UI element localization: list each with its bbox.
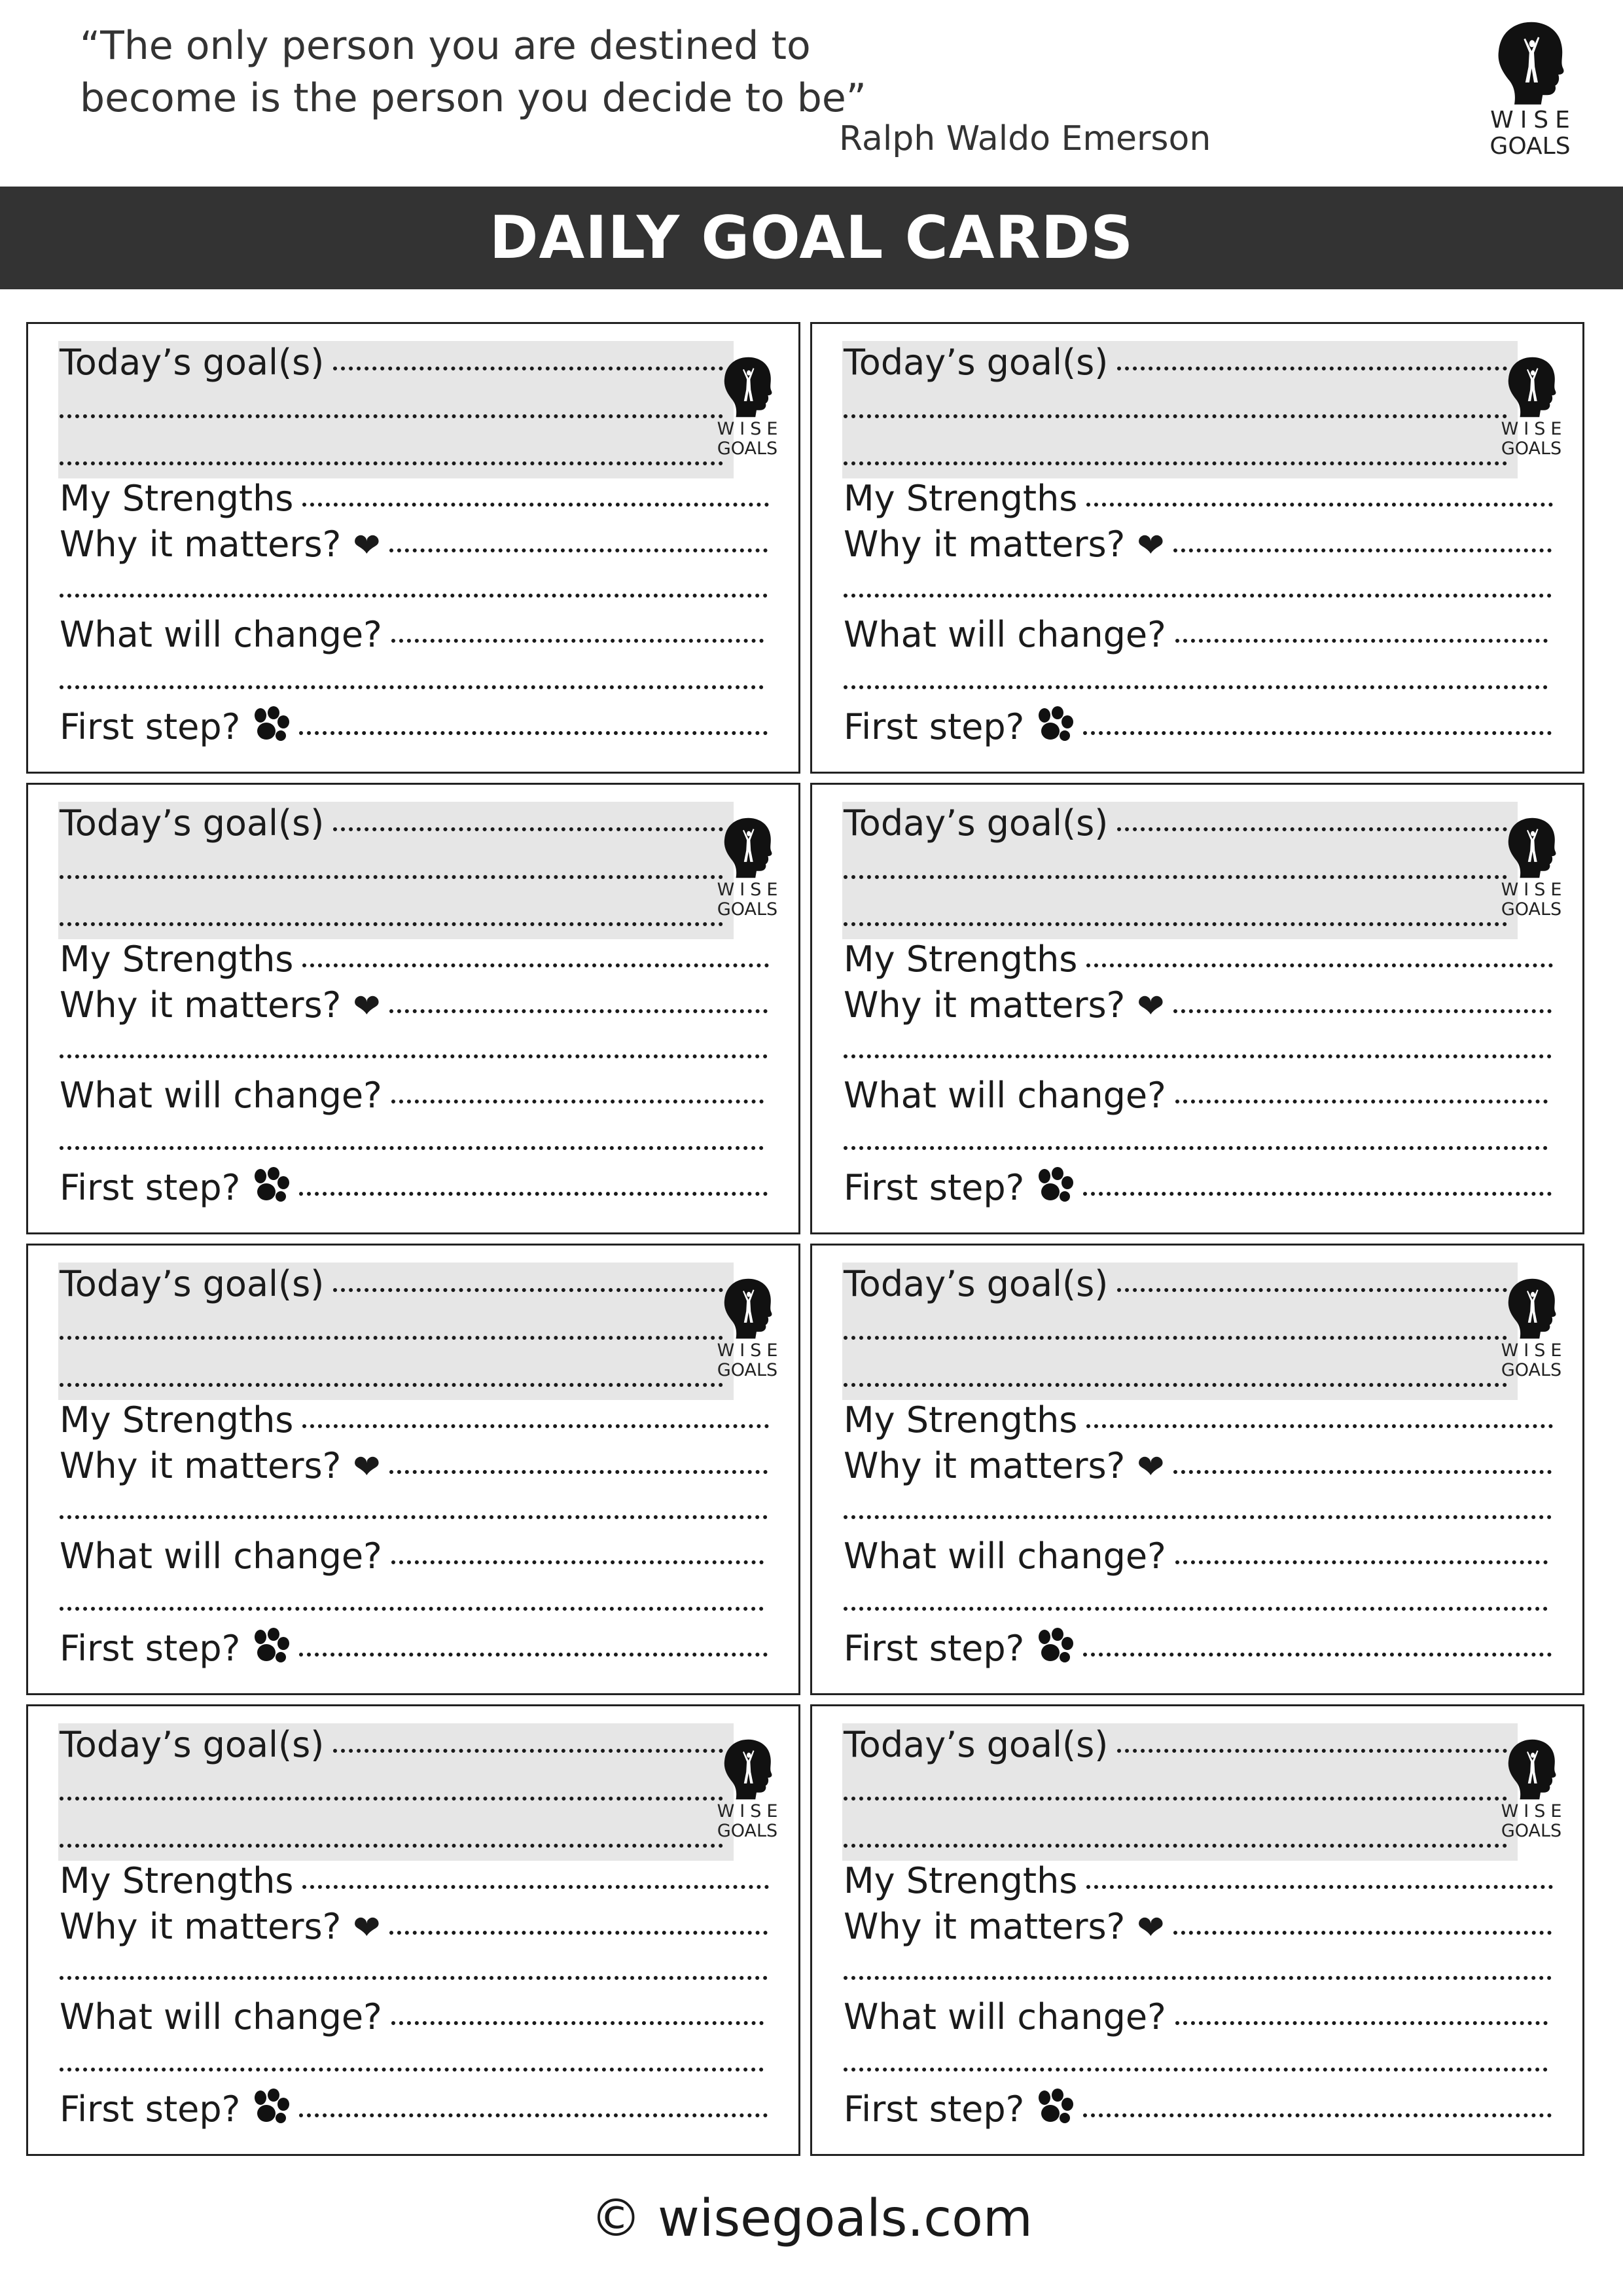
strengths-label: My Strengths: [60, 478, 294, 519]
header-logo-word-2: GOALS: [1489, 133, 1571, 160]
first-step-label: First step?: [844, 1628, 1025, 1669]
strengths-dots: [302, 1885, 769, 1889]
goal-line-3[interactable]: [60, 922, 723, 926]
what-will-change-dots: [391, 2021, 764, 2025]
why-line-2[interactable]: [844, 1515, 1552, 1519]
first-step-dots: [1083, 1192, 1552, 1196]
what-will-change-field[interactable]: [844, 1534, 1548, 1579]
quote-line-1: “The only person you are destined to: [80, 23, 811, 69]
todays-goal-label: Today’s goal(s): [60, 1263, 325, 1304]
goal-line-2[interactable]: [60, 875, 723, 879]
paw-print-icon: [252, 1167, 290, 1202]
what-will-change-label: What will change?: [844, 1075, 1166, 1116]
strengths-field[interactable]: [844, 1858, 1553, 1904]
card-logo: [711, 816, 783, 920]
change-line-2[interactable]: [844, 2068, 1548, 2072]
todays-goal-field[interactable]: [60, 800, 723, 846]
strengths-label: My Strengths: [60, 939, 294, 980]
header-logo-word-1: WISE: [1490, 107, 1577, 134]
change-line-2[interactable]: [60, 685, 764, 689]
paw-print-icon: [1036, 706, 1074, 742]
card-logo: [1495, 1277, 1567, 1380]
card-logo: [711, 1277, 783, 1380]
page-title: DAILY GOAL CARDS: [489, 204, 1134, 272]
first-step-dots: [299, 731, 768, 735]
why-it-matters-dots: [389, 1009, 768, 1013]
card-logo: [711, 1738, 783, 1841]
wise-goals-logo-icon: [718, 1738, 777, 1801]
wise-goals-logo-icon: [718, 816, 777, 879]
goal-card-8: [810, 1704, 1584, 2156]
why-it-matters-dots: [1173, 1931, 1552, 1935]
goal-line-3[interactable]: [844, 461, 1507, 465]
card-logo-word-2: GOALS: [1501, 899, 1562, 920]
wise-goals-logo-icon: [718, 1277, 777, 1340]
goal-line-3[interactable]: [60, 461, 723, 465]
card-logo-word-1: WISE: [1501, 419, 1567, 439]
change-line-2[interactable]: [844, 685, 1548, 689]
strengths-field[interactable]: [60, 1397, 769, 1443]
first-step-field[interactable]: [844, 704, 1552, 750]
todays-goal-label: Today’s goal(s): [60, 802, 325, 844]
goal-card-6: [810, 1244, 1584, 1695]
first-step-label: First step?: [60, 1167, 241, 1208]
first-step-label: First step?: [60, 706, 241, 747]
first-step-label: First step?: [844, 1167, 1025, 1208]
first-step-dots: [299, 2113, 768, 2117]
what-will-change-label: What will change?: [60, 1075, 382, 1116]
todays-goal-field[interactable]: [60, 1261, 723, 1307]
card-logo: [1495, 816, 1567, 920]
heart-icon: ❤: [1137, 1448, 1165, 1486]
goal-line-2[interactable]: [844, 414, 1507, 418]
why-line-2[interactable]: [844, 1054, 1552, 1058]
strengths-dots: [302, 503, 769, 507]
what-will-change-label: What will change?: [844, 1996, 1166, 2037]
todays-goal-label: Today’s goal(s): [844, 802, 1109, 844]
goal-line-3[interactable]: [844, 1383, 1507, 1387]
why-it-matters-label: Why it matters?: [60, 1906, 342, 1947]
goal-line-2[interactable]: [844, 875, 1507, 879]
first-step-dots: [299, 1653, 768, 1657]
paw-print-icon: [1036, 1167, 1074, 1202]
heart-icon: ❤: [353, 987, 381, 1025]
why-it-matters-dots: [1173, 548, 1552, 552]
todays-goal-field[interactable]: [844, 1722, 1507, 1768]
strengths-field[interactable]: [60, 937, 769, 982]
what-will-change-dots: [391, 1560, 764, 1564]
what-will-change-dots: [1175, 1560, 1548, 1564]
first-step-dots: [1083, 2113, 1552, 2117]
why-it-matters-field[interactable]: [844, 522, 1552, 568]
what-will-change-field[interactable]: [60, 1994, 764, 2040]
why-it-matters-field[interactable]: [60, 982, 768, 1029]
what-will-change-field[interactable]: [60, 1073, 764, 1119]
paw-print-icon: [1036, 1628, 1074, 1663]
paw-print-icon: [252, 2089, 290, 2124]
change-line-2[interactable]: [844, 1607, 1548, 1611]
what-will-change-label: What will change?: [60, 1996, 382, 2037]
wise-goals-logo-icon: [1502, 355, 1561, 418]
todays-goal-field[interactable]: [844, 800, 1507, 846]
goal-line-2[interactable]: [60, 1797, 723, 1801]
what-will-change-label: What will change?: [844, 1535, 1166, 1577]
todays-goal-dots: [1117, 1749, 1507, 1753]
strengths-dots: [1086, 503, 1553, 507]
goal-card-2: [810, 322, 1584, 774]
paw-print-icon: [1036, 2089, 1074, 2124]
todays-goal-label: Today’s goal(s): [844, 1724, 1109, 1765]
goal-line-3[interactable]: [60, 1383, 723, 1387]
why-it-matters-dots: [389, 548, 768, 552]
goal-line-3[interactable]: [844, 922, 1507, 926]
strengths-field[interactable]: [844, 937, 1553, 982]
card-logo-word-2: GOALS: [1501, 1360, 1562, 1380]
first-step-field[interactable]: [844, 1625, 1552, 1672]
what-will-change-field[interactable]: [844, 1994, 1548, 2040]
goal-line-3[interactable]: [844, 1844, 1507, 1848]
todays-goal-label: Today’s goal(s): [60, 1724, 325, 1765]
why-it-matters-label: Why it matters?: [844, 1906, 1126, 1947]
first-step-dots: [1083, 1653, 1552, 1657]
strengths-label: My Strengths: [844, 478, 1078, 519]
card-logo-word-1: WISE: [1501, 1340, 1567, 1361]
title-banner: [0, 187, 1623, 289]
why-it-matters-dots: [389, 1931, 768, 1935]
first-step-label: First step?: [844, 706, 1025, 747]
why-it-matters-field[interactable]: [60, 1443, 768, 1490]
goal-line-2[interactable]: [844, 1797, 1507, 1801]
strengths-dots: [302, 963, 769, 967]
first-step-field[interactable]: [60, 704, 768, 750]
what-will-change-field[interactable]: [844, 612, 1548, 658]
strengths-dots: [1086, 963, 1553, 967]
card-logo-word-1: WISE: [717, 419, 783, 439]
card-logo-word-2: GOALS: [1501, 1821, 1562, 1841]
paw-print-icon: [252, 1628, 290, 1663]
why-it-matters-dots: [389, 1470, 768, 1474]
why-it-matters-label: Why it matters?: [844, 984, 1126, 1026]
goal-card-1: [26, 322, 800, 774]
strengths-label: My Strengths: [844, 1860, 1078, 1901]
strengths-label: My Strengths: [60, 1860, 294, 1901]
todays-goal-label: Today’s goal(s): [844, 1263, 1109, 1304]
why-it-matters-field[interactable]: [844, 1904, 1552, 1950]
what-will-change-field[interactable]: [60, 612, 764, 658]
goal-card-5: [26, 1244, 800, 1695]
first-step-field[interactable]: [844, 1164, 1552, 1211]
wise-goals-logo-icon: [1502, 816, 1561, 879]
wise-goals-logo-icon: [1491, 20, 1569, 106]
what-will-change-dots: [391, 1100, 764, 1103]
why-line-2[interactable]: [60, 1515, 768, 1519]
heart-icon: ❤: [353, 526, 381, 564]
todays-goal-dots: [1117, 367, 1507, 370]
todays-goal-label: Today’s goal(s): [844, 342, 1109, 383]
why-it-matters-field[interactable]: [60, 522, 768, 568]
why-it-matters-label: Why it matters?: [844, 1445, 1126, 1486]
todays-goal-field[interactable]: [844, 1261, 1507, 1307]
first-step-label: First step?: [60, 1628, 241, 1669]
strengths-field[interactable]: [844, 476, 1553, 522]
why-it-matters-label: Why it matters?: [60, 1445, 342, 1486]
why-it-matters-dots: [1173, 1009, 1552, 1013]
first-step-field[interactable]: [60, 1164, 768, 1211]
strengths-field[interactable]: [844, 1397, 1553, 1443]
why-it-matters-dots: [1173, 1470, 1552, 1474]
why-it-matters-label: Why it matters?: [60, 524, 342, 565]
card-logo: [1495, 355, 1567, 459]
goal-line-2[interactable]: [60, 414, 723, 418]
strengths-dots: [1086, 1424, 1553, 1428]
heart-icon: ❤: [353, 1909, 381, 1946]
todays-goal-field[interactable]: [60, 340, 723, 386]
wise-goals-logo-icon: [718, 355, 777, 418]
header-logo: [1484, 20, 1576, 160]
card-logo-word-2: GOALS: [717, 1821, 778, 1841]
todays-goal-dots: [333, 367, 723, 370]
card-logo-word-2: GOALS: [717, 899, 778, 920]
card-logo-word-1: WISE: [717, 880, 783, 900]
first-step-label: First step?: [60, 2089, 241, 2130]
goal-card-3: [26, 783, 800, 1234]
todays-goal-label: Today’s goal(s): [60, 342, 325, 383]
heart-icon: ❤: [1137, 987, 1165, 1025]
why-it-matters-field[interactable]: [844, 982, 1552, 1029]
goal-card-4: [810, 783, 1584, 1234]
change-line-2[interactable]: [60, 1146, 764, 1150]
todays-goal-dots: [333, 1288, 723, 1292]
first-step-dots: [1083, 731, 1552, 735]
first-step-dots: [299, 1192, 768, 1196]
card-logo-word-2: GOALS: [1501, 439, 1562, 459]
quote: [80, 20, 931, 124]
strengths-dots: [1086, 1885, 1553, 1889]
card-logo-word-2: GOALS: [717, 1360, 778, 1380]
goal-card-7: [26, 1704, 800, 2156]
first-step-field[interactable]: [60, 2086, 768, 2132]
card-logo-word-1: WISE: [1501, 880, 1567, 900]
what-will-change-label: What will change?: [844, 614, 1166, 655]
why-line-2[interactable]: [844, 594, 1552, 598]
goal-line-3[interactable]: [60, 1844, 723, 1848]
why-line-2[interactable]: [60, 594, 768, 598]
heart-icon: ❤: [353, 1448, 381, 1486]
why-it-matters-label: Why it matters?: [60, 984, 342, 1026]
todays-goal-dots: [1117, 827, 1507, 831]
goal-line-2[interactable]: [844, 1336, 1507, 1340]
what-will-change-dots: [1175, 639, 1548, 643]
what-will-change-label: What will change?: [60, 614, 382, 655]
card-logo-word-1: WISE: [717, 1801, 783, 1821]
what-will-change-dots: [391, 639, 764, 643]
wise-goals-logo-icon: [1502, 1738, 1561, 1801]
todays-goal-field[interactable]: [60, 1722, 723, 1768]
wise-goals-logo-icon: [1502, 1277, 1561, 1340]
todays-goal-dots: [1117, 1288, 1507, 1292]
goal-line-2[interactable]: [60, 1336, 723, 1340]
strengths-field[interactable]: [60, 476, 769, 522]
strengths-field[interactable]: [60, 1858, 769, 1904]
card-logo-word-2: GOALS: [717, 439, 778, 459]
card-logo-word-1: WISE: [1501, 1801, 1567, 1821]
what-will-change-dots: [1175, 1100, 1548, 1103]
change-line-2[interactable]: [60, 2068, 764, 2072]
strengths-dots: [302, 1424, 769, 1428]
why-it-matters-field[interactable]: [60, 1904, 768, 1950]
why-it-matters-field[interactable]: [844, 1443, 1552, 1490]
quote-line-2: become is the person you decide to be”: [80, 75, 866, 121]
todays-goal-dots: [333, 1749, 723, 1753]
card-logo-word-1: WISE: [717, 1340, 783, 1361]
what-will-change-field[interactable]: [844, 1073, 1548, 1119]
change-line-2[interactable]: [60, 1607, 764, 1611]
what-will-change-dots: [1175, 2021, 1548, 2025]
quote-author: Ralph Waldo Emerson: [839, 119, 1211, 158]
what-will-change-label: What will change?: [60, 1535, 382, 1577]
strengths-label: My Strengths: [844, 939, 1078, 980]
change-line-2[interactable]: [844, 1146, 1548, 1150]
first-step-field[interactable]: [844, 2086, 1552, 2132]
first-step-label: First step?: [844, 2089, 1025, 2130]
footer-copyright: © wisegoals.com: [590, 2189, 1033, 2248]
todays-goal-field[interactable]: [844, 340, 1507, 386]
strengths-label: My Strengths: [60, 1399, 294, 1441]
card-logo: [1495, 1738, 1567, 1841]
what-will-change-field[interactable]: [60, 1534, 764, 1579]
heart-icon: ❤: [1137, 526, 1165, 564]
why-line-2[interactable]: [60, 1054, 768, 1058]
card-logo: [711, 355, 783, 459]
why-it-matters-label: Why it matters?: [844, 524, 1126, 565]
first-step-field[interactable]: [60, 1625, 768, 1672]
why-line-2[interactable]: [60, 1976, 768, 1980]
paw-print-icon: [252, 706, 290, 742]
strengths-label: My Strengths: [844, 1399, 1078, 1441]
heart-icon: ❤: [1137, 1909, 1165, 1946]
todays-goal-dots: [333, 827, 723, 831]
why-line-2[interactable]: [844, 1976, 1552, 1980]
